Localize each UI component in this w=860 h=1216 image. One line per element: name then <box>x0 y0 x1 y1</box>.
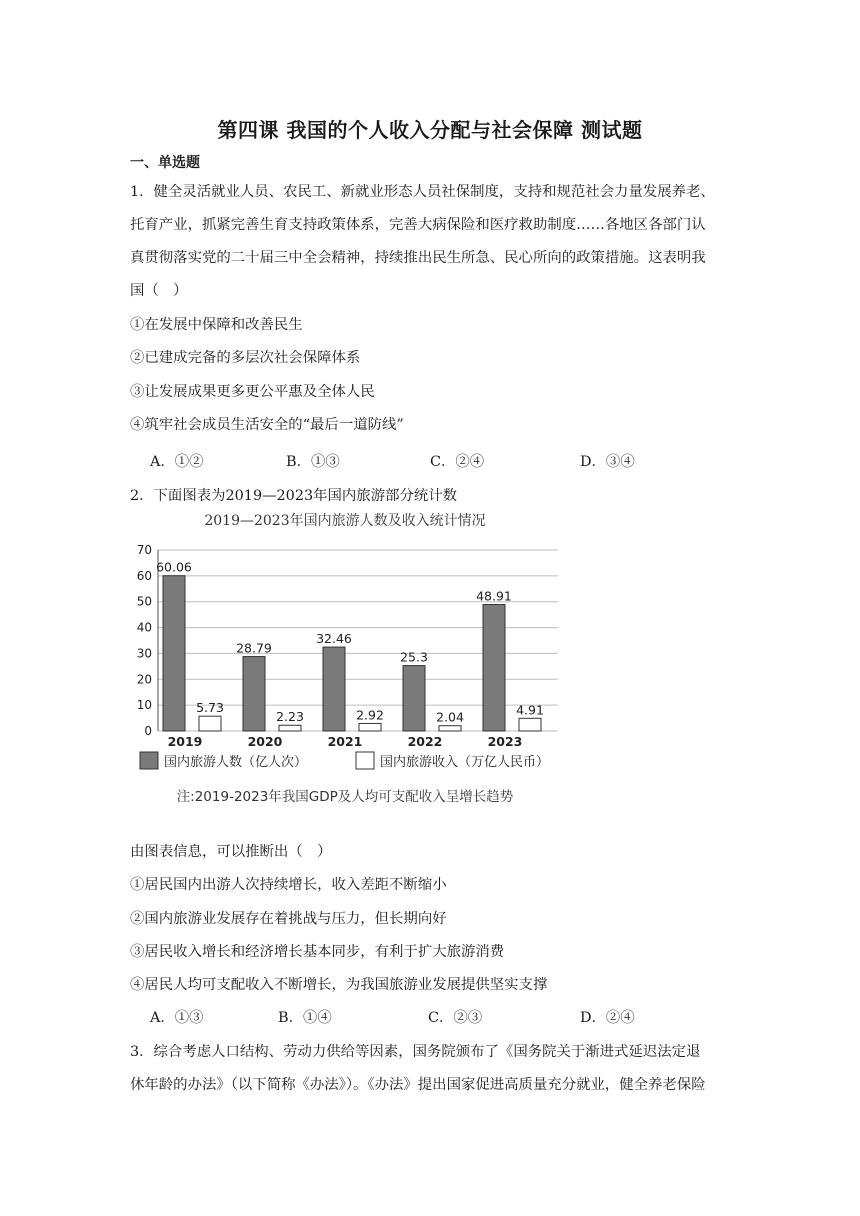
legend-swatch <box>140 752 158 769</box>
bar <box>403 666 425 731</box>
q2-option-b[interactable]: B．①④ <box>278 1010 332 1026</box>
q1-statement: ④筑牢社会成员生活安全的“最后一道防线” <box>130 417 404 433</box>
bar <box>483 605 505 731</box>
y-tick-label: 50 <box>136 594 152 609</box>
x-tick-label: 2020 <box>247 734 283 749</box>
x-tick-label: 2022 <box>407 734 443 749</box>
bar <box>163 576 185 731</box>
q1-statement: ②已建成完备的多层次社会保障体系 <box>130 350 361 366</box>
q2-option-a[interactable]: A．①③ <box>150 1010 204 1026</box>
q2-statement: ③居民收入增长和经济增长基本同步，有利于扩大旅游消费 <box>130 944 505 960</box>
bar <box>199 716 221 731</box>
bar <box>439 726 461 731</box>
q3-stem-line: 休年龄的办法》（以下简称《办法》）。《办法》提出国家促进高质量充分就业，健全养老保险 <box>130 1077 706 1093</box>
chart-title: 2019—2023年国内旅游人数及收入统计情况 <box>204 513 486 529</box>
q1-option-d[interactable]: D．③④ <box>580 454 635 470</box>
q1-option-a[interactable]: A．①② <box>150 454 204 470</box>
q2-prompt: 由图表信息，可以推断出（ ） <box>130 844 332 860</box>
q2-statement: ④居民人均可支配收入不断增长，为我国旅游业发展提供坚实支撑 <box>130 977 548 993</box>
q2-stem: 2．下面图表为2019—2023年国内旅游部分统计数 <box>130 488 458 504</box>
q1-stem-line: 国（ ） <box>130 283 188 299</box>
data-label: 32.46 <box>316 631 352 647</box>
page-title: 第四课 我国的个人收入分配与社会保障 测试题 <box>217 118 643 142</box>
bar <box>243 657 265 731</box>
data-label: 2.04 <box>436 709 464 725</box>
x-tick-label: 2023 <box>487 734 523 749</box>
q1-stem-line: 真贯彻落实党的二十届三中全会精神，持续推出民生所急、民心所向的政策措施。这表明我 <box>130 250 706 266</box>
data-label: 25.3 <box>400 649 428 665</box>
q1-option-c[interactable]: C．②④ <box>430 454 485 470</box>
q1-option-b[interactable]: B．①③ <box>286 454 340 470</box>
y-tick-label: 0 <box>144 724 152 738</box>
section-heading: 一、单选题 <box>130 155 200 171</box>
bar-chart <box>120 540 570 780</box>
chart-note: 注:2019-2023年我国GDP及人均可支配收入呈增长趋势 <box>176 789 514 805</box>
y-tick-label: 30 <box>136 646 152 661</box>
y-tick-label: 60 <box>136 568 152 583</box>
bar <box>279 725 301 731</box>
q2-option-c[interactable]: C．②③ <box>428 1010 483 1026</box>
legend-label: 国内旅游收入（万亿人民币） <box>380 755 550 770</box>
data-label: 48.91 <box>476 588 512 604</box>
data-label: 5.73 <box>196 700 224 716</box>
bar <box>359 723 381 731</box>
y-tick-label: 70 <box>136 543 152 557</box>
data-label: 4.91 <box>516 702 544 718</box>
bar <box>323 647 345 731</box>
q2-option-d[interactable]: D．②④ <box>580 1010 635 1026</box>
q1-stem-line: 1．健全灵活就业人员、农民工、新就业形态人员社保制度，支持和规范社会力量发展养老、 <box>130 184 715 200</box>
y-tick-label: 20 <box>136 672 152 687</box>
data-label: 28.79 <box>236 640 272 656</box>
q1-statement: ③让发展成果更多更公平惠及全体人民 <box>130 384 375 400</box>
y-tick-label: 10 <box>136 698 152 713</box>
data-label: 60.06 <box>156 559 192 575</box>
q1-statement: ①在发展中保障和改善民生 <box>130 317 303 333</box>
bar <box>519 718 541 731</box>
q2-statement: ①居民国内出游人次持续增长，收入差距不断缩小 <box>130 877 447 893</box>
y-tick-label: 40 <box>136 620 152 635</box>
x-tick-label: 2021 <box>327 734 363 749</box>
legend-label: 国内旅游人数（亿人次） <box>164 755 308 770</box>
legend-swatch <box>356 752 374 769</box>
data-label: 2.23 <box>276 709 304 725</box>
q2-statement: ②国内旅游业发展存在着挑战与压力，但长期向好 <box>130 911 447 927</box>
q1-stem-line: 托育产业，抓紧完善生育支持政策体系，完善大病保险和医疗救助制度……各地区各部门认 <box>130 217 706 233</box>
q3-stem-line: 3．综合考虑人口结构、劳动力供给等因素，国务院颁布了《国务院关于渐进式延迟法定退 <box>130 1044 701 1060</box>
x-tick-label: 2019 <box>167 734 203 749</box>
data-label: 2.92 <box>356 707 384 723</box>
